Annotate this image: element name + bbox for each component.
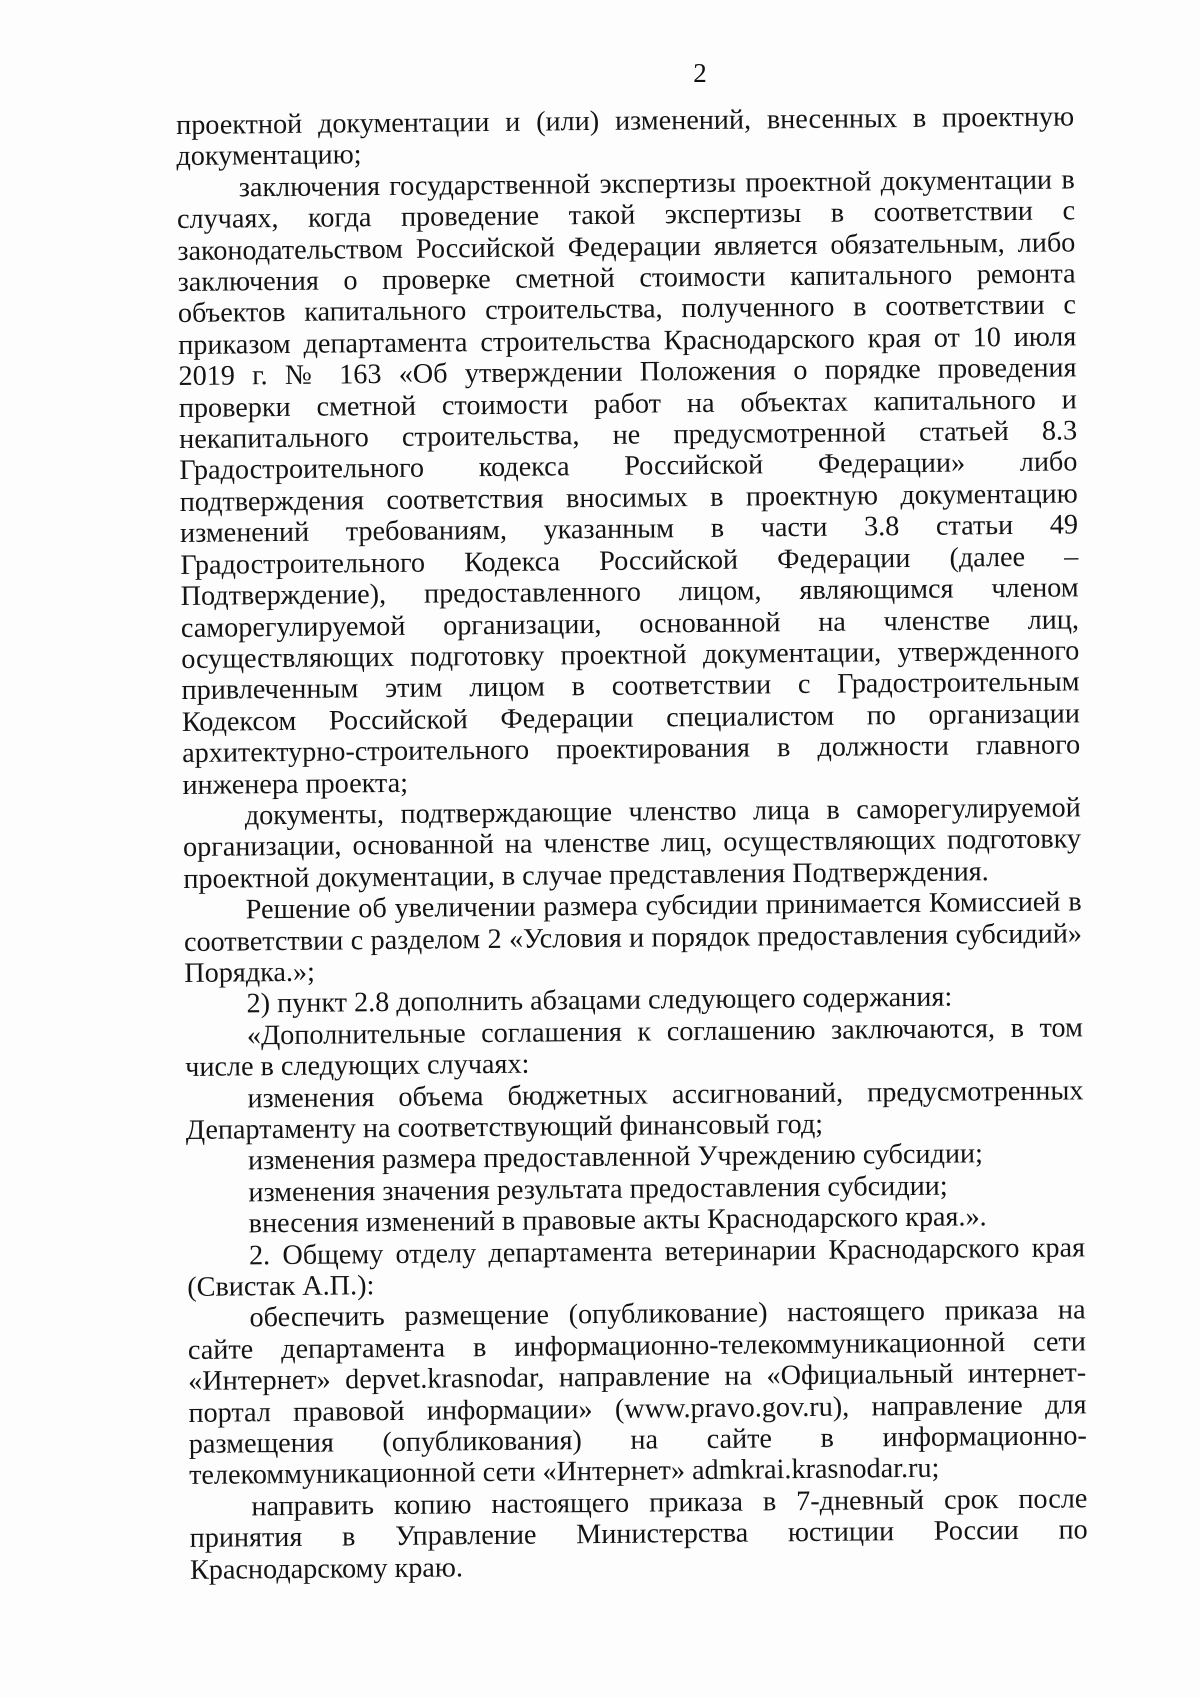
paragraph-membership-documents: документы, подтверждающие членство лица в саморегулируемой организации, основанной на членстве лиц, осуществляющих подготовку проектной документации, в случае представления Подтверждения. (182, 792, 1082, 895)
paragraph-publication: обеспечить размещение (опубликование) настоящего приказа на сайте департамента в информационно-телекоммуникационной сети «Интернет» depvet.krasnodar, направление на «Официальный интернет-портал правовой информации» (www.pravo.gov.ru), направление для размещения (опубликования) на сайте в информационно-телекоммуникационной сети «Интернет» admkrai.krasnodar.ru; (187, 1294, 1087, 1492)
paragraph-1-continuation: проектной документации и (или) изменений, внесенных в проектную документацию; (176, 101, 1075, 173)
page-number: 2 (693, 58, 707, 88)
paragraph-ministry-copy: направить копию настоящего приказа в 7-дневный срок после принятия в Управление Министерства юстиции России по Краснодарскому краю. (189, 1483, 1088, 1586)
paragraph-subsidy-size-changes: изменения размера предоставленной Учреждению субсидии; (247, 1138, 984, 1177)
paragraph-additional-agreements: «Дополнительные соглашения к соглашению заключаются, в том числе в следующих случаях: (185, 1012, 1083, 1084)
paragraph-item-2-8: 2) пункт 2.8 дополнить абзацами следующего содержания: (246, 981, 953, 1020)
paragraph-budget-changes: изменения объема бюджетных ассигнований, предусмотренных Департаменту на соответствующий финансовый год; (185, 1074, 1084, 1146)
document-body (176, 101, 1088, 1586)
paragraph-subsidy-decision: Решение об увеличении размера субсидии принимается Комиссией в соответствии с разделом 2 «Условия и порядок предоставления субсидий» Порядка.»; (183, 886, 1083, 989)
paragraph-expertise-conclusion: заключения государственной экспертизы проектной документации в случаях, когда проведение такой экспертизы в соответствии с законодательством Российской Федерации является обязательным, либо заключения о проверке сметной стоимости капитального ремонта объектов капитального строительства, полученного в соответствии с приказом департамента строительства Краснодарского края от 10 июля 2019 г. № 163 «Об утверждении Положения о порядке проведения проверки сметной стоимости работ на объектах капитального и некапитального строительства, не предусмотренной статьей 8.3 Градостроительного кодекса Российской Федерации» либо подтверждения соответствия вносимых в проектную документацию изменений требованиям, указанным в части 3.8 статьи 49 Градостроительного Кодекса Российской Федерации (далее – Подтверждение), предоставленного лицом, являющимся членом саморегулируемой организации, основанной на членстве лиц, осуществляющих подготовку проектной документации, утвержденного привлеченным этим лицом в соответствии с Градостроительным Кодексом Российской Федерации специалистом по организации архитектурно-строительного проектирования в должности главного инженера проекта; (176, 164, 1081, 801)
paragraph-general-department: 2. Общему отделу департамента ветеринарии Краснодарского края (Свистак А.П.): (187, 1231, 1086, 1303)
paragraph-legal-acts-changes: внесения изменений в правовые акты Краснодарского края.». (248, 1201, 987, 1240)
paragraph-result-value-changes: изменения значения результата предоставления субсидии; (248, 1170, 948, 1209)
